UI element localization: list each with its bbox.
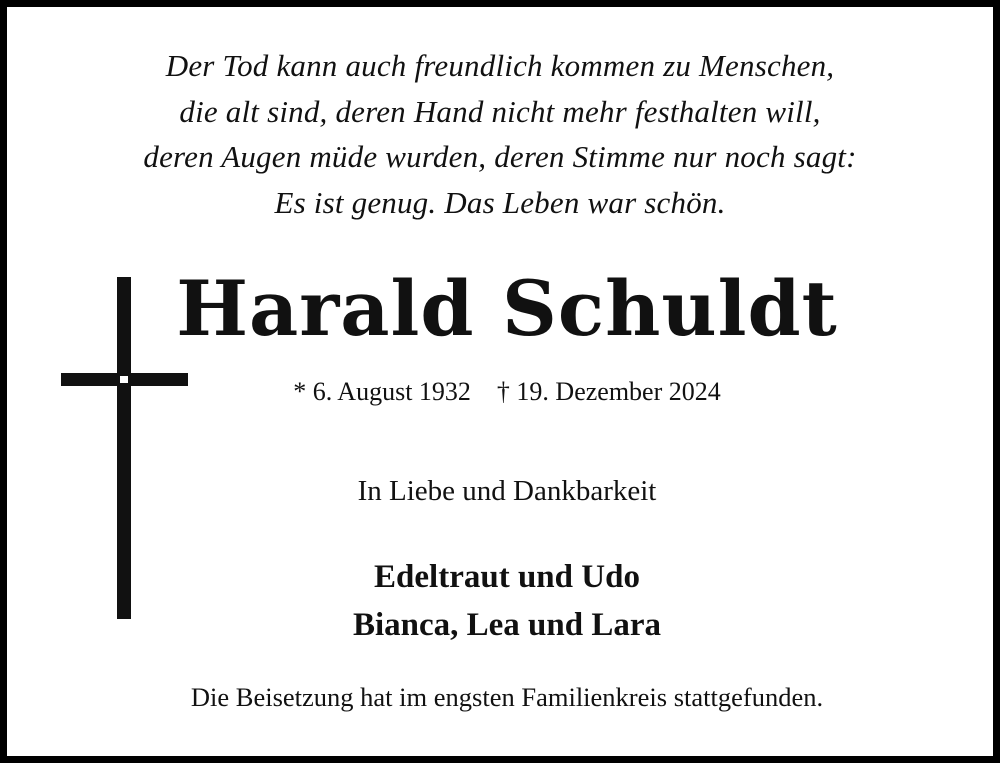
poem-line: Es ist genug. Das Leben war schön. xyxy=(274,184,726,220)
burial-note: Die Beisetzung hat im engsten Familienkreis stattgefunden. xyxy=(190,682,824,712)
mourners xyxy=(7,553,1000,649)
mourner-line: Bianca, Lea und Lara xyxy=(352,607,662,643)
birth-date: * 6. August 1932 xyxy=(293,377,471,406)
life-dates xyxy=(7,372,1000,412)
poem-line: die alt sind, deren Hand nicht mehr festhalten will, xyxy=(179,93,821,129)
poem-line: deren Augen müde wurden, deren Stimme nur noch sagt: xyxy=(143,139,857,174)
closing-phrase: In Liebe und Dankbarkeit xyxy=(357,475,657,507)
poem xyxy=(7,43,993,225)
mourner-line: Edeltraut und Udo xyxy=(374,559,640,595)
poem-line: Der Tod kann auch freundlich kommen zu Menschen, xyxy=(165,48,835,83)
death-date: † 19. Dezember 2024 xyxy=(496,377,721,406)
deceased-name: Harald Schuldt xyxy=(176,264,838,353)
